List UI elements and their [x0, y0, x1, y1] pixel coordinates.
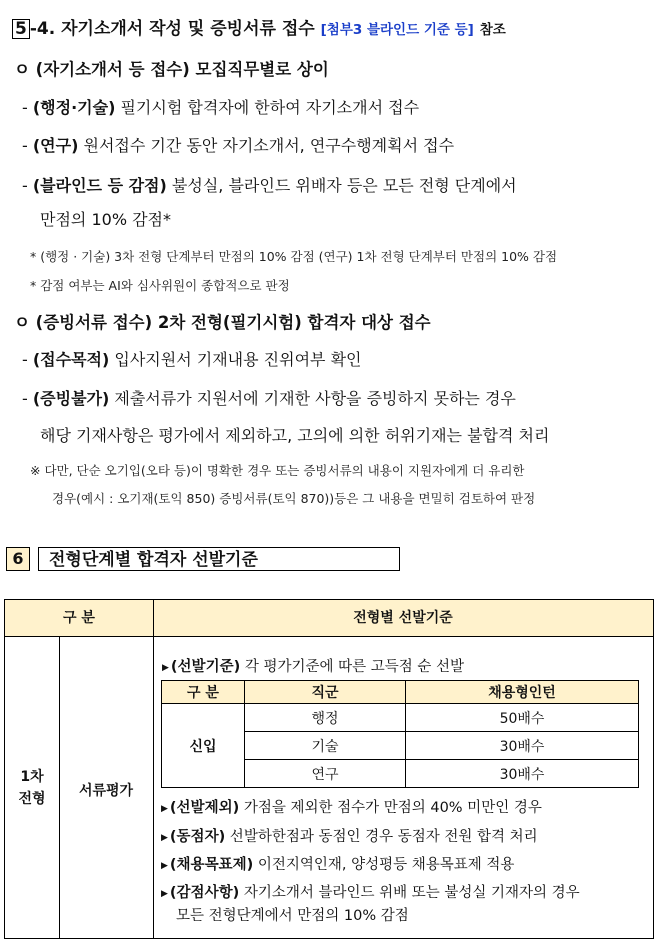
list-item — [22, 386, 516, 409]
item-label: (블라인드 등 감점) — [32, 176, 167, 195]
section-number-box: 5 — [12, 19, 30, 39]
bullet: - — [22, 389, 33, 408]
table-row — [162, 704, 639, 732]
list-item-continuation: 해당 기재사항은 평가에서 제외하고, 고의에 의한 허위기재는 불합격 처리 — [40, 426, 550, 445]
criterion-label: (동점자) — [169, 829, 226, 845]
table-header: 구 분 — [162, 681, 245, 704]
section-title: 전형단계별 합격자 선발기준 — [38, 547, 400, 571]
criterion-label: (채용목표제) — [169, 857, 254, 873]
stage-cell — [5, 766, 59, 810]
criterion-text: 선발하한점과 동점인 경우 동점자 전원 합격 처리 — [225, 829, 538, 845]
table-header: 직군 — [245, 681, 406, 704]
section-heading-title: -4. 자기소개서 작성 및 증빙서류 접수 — [29, 19, 315, 39]
list-item — [22, 133, 454, 156]
recruitment-ratio-table — [161, 680, 639, 788]
criterion-continuation: 모든 전형단계에서 만점의 10% 감점 — [176, 908, 409, 924]
criterion-text: 가점을 제외한 점수가 만점의 40% 미만인 경우 — [239, 800, 542, 816]
criterion-item — [161, 853, 514, 874]
item-label: (행정·기술) — [32, 98, 116, 117]
section-number-box: 6 — [6, 547, 30, 571]
table-header-criteria: 전형별 선발기준 — [153, 600, 653, 637]
item-text: 불성실, 블라인드 위배자 등은 모든 전형 단계에서 — [166, 176, 517, 195]
criterion-label: (선발제외) — [169, 800, 240, 816]
subsection-title-cover-letter: ㅇ (자기소개서 등 접수) 모집직무별로 상이 — [14, 60, 329, 79]
list-item — [22, 173, 517, 196]
note: ※ 다만, 단순 오기입(오타 등)이 명확한 경우 또는 증빙서류의 내용이 지원자에게 더 유리한 — [30, 463, 525, 478]
section-heading — [12, 14, 506, 39]
criterion-label: (감점사항) — [169, 885, 240, 901]
stage-name-cell: 서류평가 — [78, 783, 134, 799]
item-text: 입사지원서 기재내용 진위여부 확인 — [109, 350, 362, 369]
list-item — [22, 347, 362, 370]
item-label: (증빙불가) — [32, 389, 110, 408]
triangle-bullet-icon: ▶ — [161, 861, 168, 871]
section-6-heading — [6, 547, 400, 571]
item-text: 원서접수 기간 동안 자기소개서, 연구수행계획서 접수 — [78, 136, 455, 155]
note-continuation: 경우(예시 : 오기재(토익 850) 증빙서류(토익 870))등은 그 내용을 면밀히 검토하여 판정 — [52, 491, 536, 506]
criterion-text: 이전지역인재, 양성평등 채용목표제 적용 — [253, 857, 515, 873]
criterion-text: 각 평가기준에 따른 고득점 순 선발 — [240, 659, 464, 675]
item-text: 필기시험 합격자에 한하여 자기소개서 접수 — [115, 98, 420, 117]
triangle-bullet-icon: ▶ — [161, 833, 168, 843]
criterion-item — [162, 655, 464, 676]
bullet: - — [22, 350, 33, 369]
item-text: 제출서류가 지원서에 기재한 사항을 증빙하지 못하는 경우 — [109, 389, 516, 408]
criterion-item — [161, 825, 538, 846]
stage-label: 1차 — [20, 769, 44, 785]
footnote: * 감점 여부는 AI와 심사위원이 종합적으로 판정 — [30, 278, 290, 293]
table-header-category: 구 분 — [5, 600, 153, 637]
subsection-title-documents: ㅇ (증빙서류 접수) 2차 전형(필기시험) 합격자 대상 접수 — [14, 313, 431, 332]
triangle-bullet-icon: ▶ — [162, 663, 169, 673]
stage-label: 전형 — [18, 791, 46, 807]
criterion-item — [161, 881, 580, 902]
bullet: - — [22, 136, 33, 155]
list-item-continuation: 만점의 10% 감점* — [40, 210, 172, 229]
attachment-reference: [첨부3 블라인드 기준 등] — [320, 22, 474, 38]
triangle-bullet-icon: ▶ — [161, 804, 168, 814]
item-label: (연구) — [32, 136, 79, 155]
criterion-label: (선발기준) — [170, 659, 241, 675]
job-cell: 연구 — [245, 760, 406, 788]
bullet: - — [22, 176, 33, 195]
job-cell: 행정 — [245, 704, 406, 732]
criterion-text: 자기소개서 블라인드 위배 또는 불성실 기재자의 경우 — [239, 885, 580, 901]
footnote: * (행정 · 기술) 3차 전형 단계부터 만점의 10% 감점 (연구) 1차 전형 단계부터 만점의 10% 감점 — [30, 249, 558, 264]
list-item — [22, 95, 419, 118]
criterion-item — [161, 796, 542, 817]
bullet: - — [22, 98, 33, 117]
ratio-cell: 50배수 — [406, 704, 639, 732]
table-header: 채용형인턴 — [406, 681, 639, 704]
job-cell: 기술 — [245, 732, 406, 760]
ratio-cell: 30배수 — [406, 760, 639, 788]
table-row — [162, 681, 639, 704]
ratio-cell: 30배수 — [406, 732, 639, 760]
group-cell: 신입 — [162, 704, 245, 788]
column-divider — [153, 600, 154, 938]
reference-suffix: 참조 — [479, 22, 506, 38]
item-label: (접수목적) — [32, 350, 110, 369]
triangle-bullet-icon: ▶ — [161, 889, 168, 899]
